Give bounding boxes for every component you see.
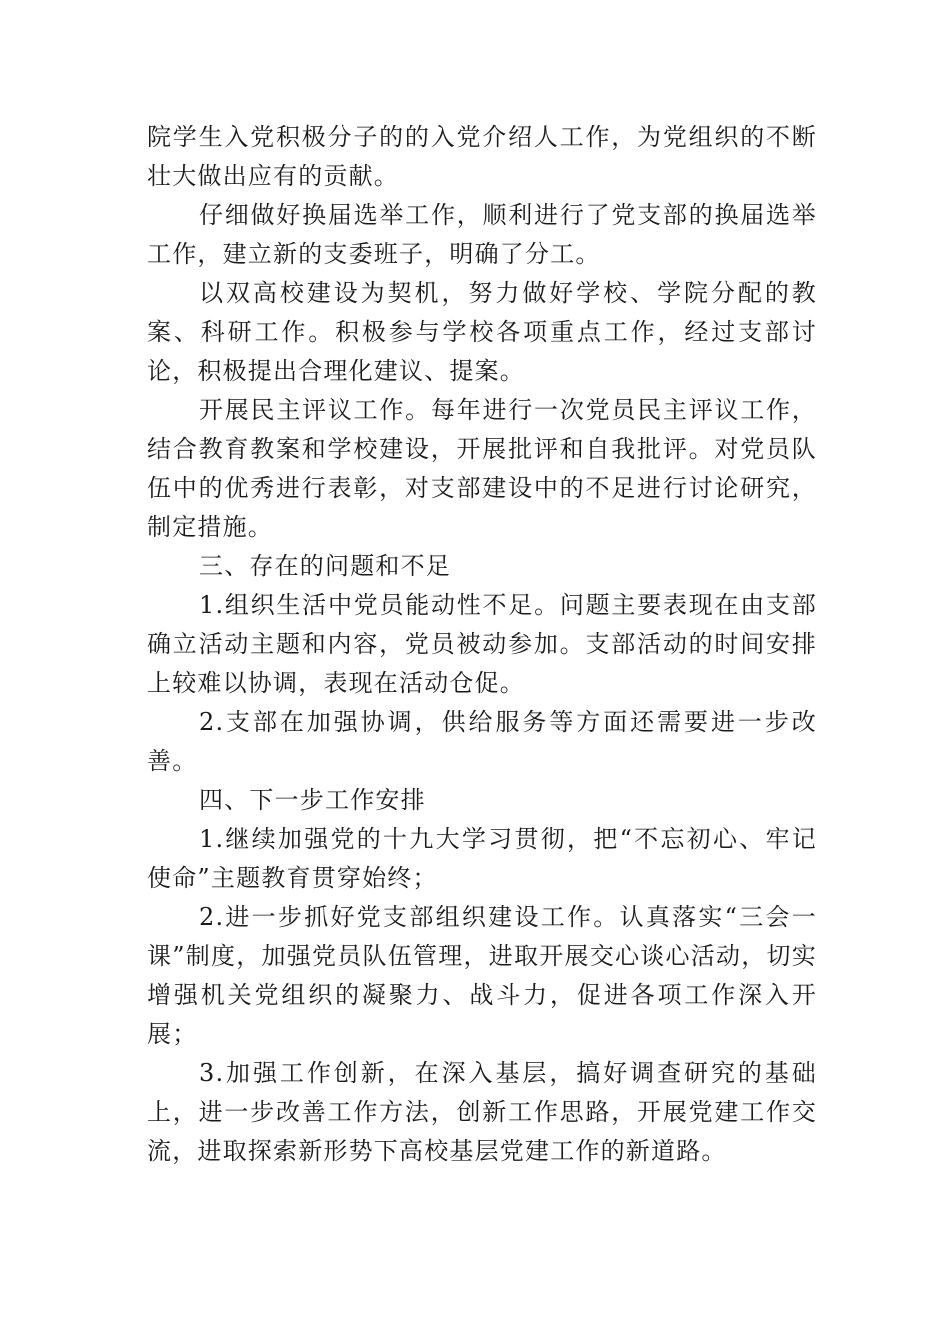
- section-heading-problems: 三、存在的问题和不足: [199, 552, 451, 580]
- paragraph-election: 仔细做好换届选举工作，顺利进行了党支部的换届选举工作，建立新的支委班子，明确了分工。: [147, 201, 817, 268]
- section-heading-next-steps: 四、下一步工作安排: [199, 786, 426, 814]
- paragraph-democratic-review: 开展民主评议工作。每年进行一次党员民主评议工作，结合教育教案和学校建设，开展批评和自我批评。对党员队伍中的优秀进行表彰，对支部建设中的不足进行讨论研究，制定措施。: [147, 396, 817, 541]
- paragraph-next-3: 3.加强工作创新，在深入基层，搞好调查研究的基础上，进一步改善工作方法，创新工作思路，开展党建工作交流，进取探索新形势下高校基层党建工作的新道路。: [147, 1059, 817, 1165]
- paragraph-problem-2: 2.支部在加强协调，供给服务等方面还需要进一步改善。: [147, 708, 817, 775]
- paragraph-continuation: 院学生入党积极分子的的入党介绍人工作，为党组织的不断壮大做出应有的贡献。: [147, 123, 817, 190]
- paragraph-double-high: 以双高校建设为契机，努力做好学校、学院分配的教案、科研工作。积极参与学校各项重点工作，经过支部讨论，积极提出合理化建议、提案。: [147, 279, 817, 385]
- paragraph-next-1: 1.继续加强党的十九大学习贯彻，把“不忘初心、牢记使命”主题教育贯穿始终；: [147, 825, 817, 892]
- document-body: [147, 118, 817, 1171]
- paragraph-problem-1: 1.组织生活中党员能动性不足。问题主要表现在由支部确立活动主题和内容，党员被动参加。支部活动的时间安排上较难以协调，表现在活动仓促。: [147, 591, 817, 697]
- paragraph-next-2: 2.进一步抓好党支部组织建设工作。认真落实“三会一课”制度，加强党员队伍管理，进取开展交心谈心活动，切实增强机关党组织的凝聚力、战斗力，促进各项工作深入开展；: [147, 903, 817, 1048]
